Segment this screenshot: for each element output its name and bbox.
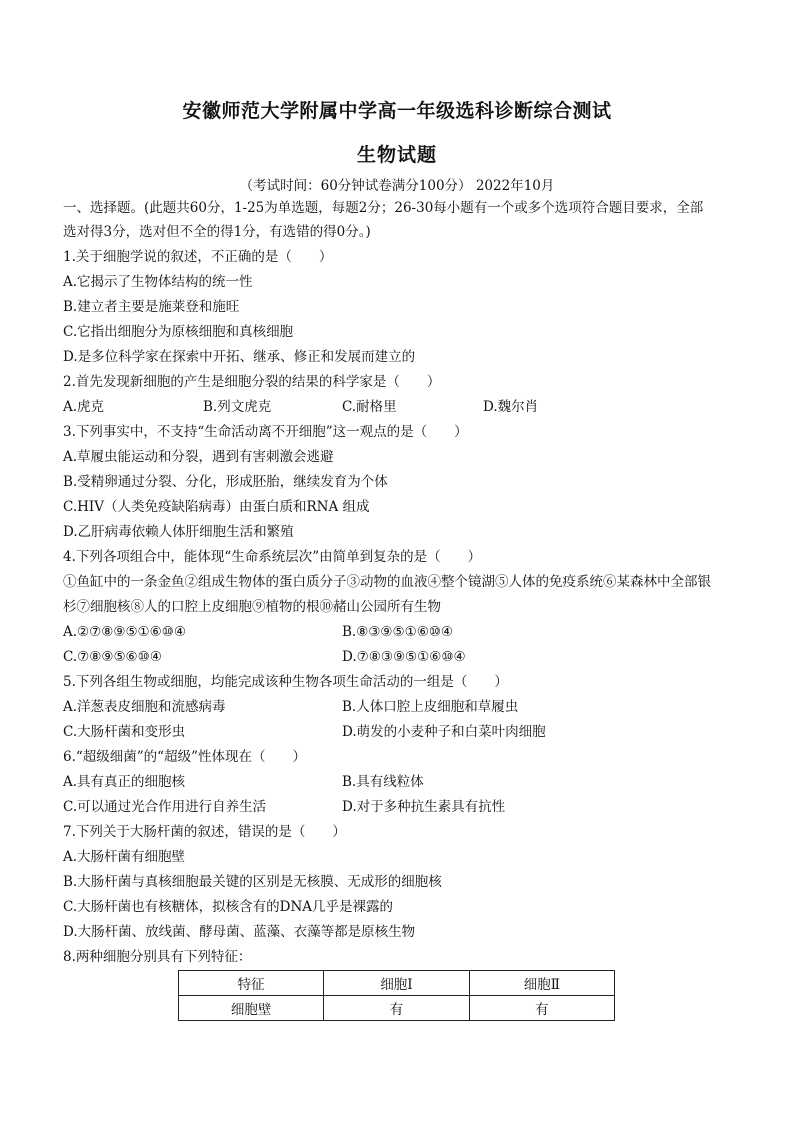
q2-option-b: B.列文虎克 (203, 399, 272, 415)
q7-stem: 7.下列关于大肠杆菌的叙述，错误的是（ ） (63, 824, 346, 840)
q4-option-c: C.⑦⑧⑨⑤⑥⑩④ (63, 649, 162, 665)
q2-option-c: C.耐格里 (342, 399, 397, 415)
q5-option-d: D.萌发的小麦种子和白菜叶肉细胞 (342, 724, 546, 740)
q7-option-b: B.大肠杆菌与真核细胞最关键的区别是无核膜、无成形的细胞核 (63, 874, 442, 890)
q7-option-d: D.大肠杆菌、放线菌、酵母菌、蓝藻、衣藻等都是原核生物 (63, 924, 416, 940)
q6-option-a: A.具有真正的细胞核 (63, 774, 186, 790)
table-cell: 有 (469, 996, 614, 1021)
table-header-cell: 细胞Ⅱ (469, 971, 614, 996)
q2-stem: 2.首先发现新细胞的产生是细胞分裂的结果的科学家是（ ） (63, 374, 441, 390)
q1-option-d: D.是多位科学家在探索中开拓、继承、修正和发展而建立的 (63, 349, 416, 365)
q5-stem: 5.下列各组生物或细胞，均能完成该种生物各项生命活动的一组是（ ） (63, 674, 508, 690)
table-header-cell: 细胞Ⅰ (324, 971, 469, 996)
q3-option-c: C.HIV（人类免疫缺陷病毒）由蛋白质和RNA 组成 (63, 499, 370, 515)
exam-info: （考试时间：60分钟试卷满分100分） 2022年10月 (239, 178, 555, 194)
q6-option-c: C.可以通过光合作用进行自养生活 (63, 799, 267, 815)
q3-option-b: B.受精卵通过分裂、分化，形成胚胎，继续发育为个体 (63, 474, 388, 490)
q3-option-d: D.乙肝病毒依赖人体肝细胞生活和繁殖 (63, 524, 294, 540)
q4-option-a: A.②⑦⑧⑨⑤①⑥⑩④ (63, 624, 186, 640)
table-header-cell: 特征 (179, 971, 324, 996)
q2-option-a: A.虎克 (63, 399, 105, 415)
q4-option-d: D.⑦⑧③⑨⑤①⑥⑩④ (342, 649, 466, 665)
q4-option-b: B.⑧③⑨⑤①⑥⑩④ (342, 624, 454, 640)
subject-title: 生物试题 (356, 144, 437, 166)
q1-option-a: A.它揭示了生物体结构的统一性 (63, 274, 253, 290)
q2-option-d: D.魏尔肖 (483, 399, 539, 415)
section-intro-line1: 一、选择题。(此题共60分，1-25为单选题，每题2分；26-30每小题有一个或多个选项符合题目要求，全部 (63, 200, 704, 216)
q5-option-c: C.大肠杆菌和变形虫 (63, 724, 186, 740)
q5-option-b: B.人体口腔上皮细胞和草履虫 (342, 699, 519, 715)
q7-option-a: A.大肠杆菌有细胞壁 (63, 849, 186, 865)
q1-option-c: C.它指出细胞分为原核细胞和真核细胞 (63, 324, 294, 340)
table-row (179, 996, 615, 1021)
feature-table (178, 970, 615, 1021)
q1-option-b: B.建立者主要是施莱登和施旺 (63, 299, 240, 315)
table-cell: 有 (324, 996, 469, 1021)
q1-stem: 1.关于细胞学说的叙述，不正确的是（ ） (63, 249, 333, 265)
q4-stem-line3: 杉⑦细胞核⑧人的口腔上皮细胞⑨植物的根⑩赭山公园所有生物 (63, 599, 441, 615)
q4-stem-line2: ①鱼缸中的一条金鱼②组成生物体的蛋白质分子③动物的血液④整个镜湖⑤人体的免疫系统⑥某森林中全部银 (63, 574, 711, 590)
table-header-row (179, 971, 615, 996)
school-title: 安徽师范大学附属中学高一年级选科诊断综合测试 (182, 100, 612, 122)
q5-option-a: A.洋葱表皮细胞和流感病毒 (63, 699, 226, 715)
q6-option-d: D.对于多种抗生素具有抗性 (342, 799, 506, 815)
q6-option-b: B.具有线粒体 (342, 774, 424, 790)
q6-stem: 6.“超级细菌”的“超级”性体现在（ ） (63, 749, 306, 765)
section-intro-line2: 选对得3分，选对但不全的得1分，有选错的得0分。) (63, 224, 371, 240)
q3-option-a: A.草履虫能运动和分裂，遇到有害刺激会逃避 (63, 449, 334, 465)
table-cell: 细胞壁 (179, 996, 324, 1021)
q8-stem: 8.两种细胞分别具有下列特征： (63, 949, 252, 965)
q7-option-c: C.大肠杆菌也有核糖体，拟核含有的DNA几乎是裸露的 (63, 899, 394, 915)
q3-stem: 3.下列事实中，不支持“生命活动离不开细胞”这一观点的是（ ） (63, 424, 468, 440)
q4-stem: 4.下列各项组合中，能体现“生命系统层次”由简单到复杂的是（ ） (63, 549, 482, 565)
